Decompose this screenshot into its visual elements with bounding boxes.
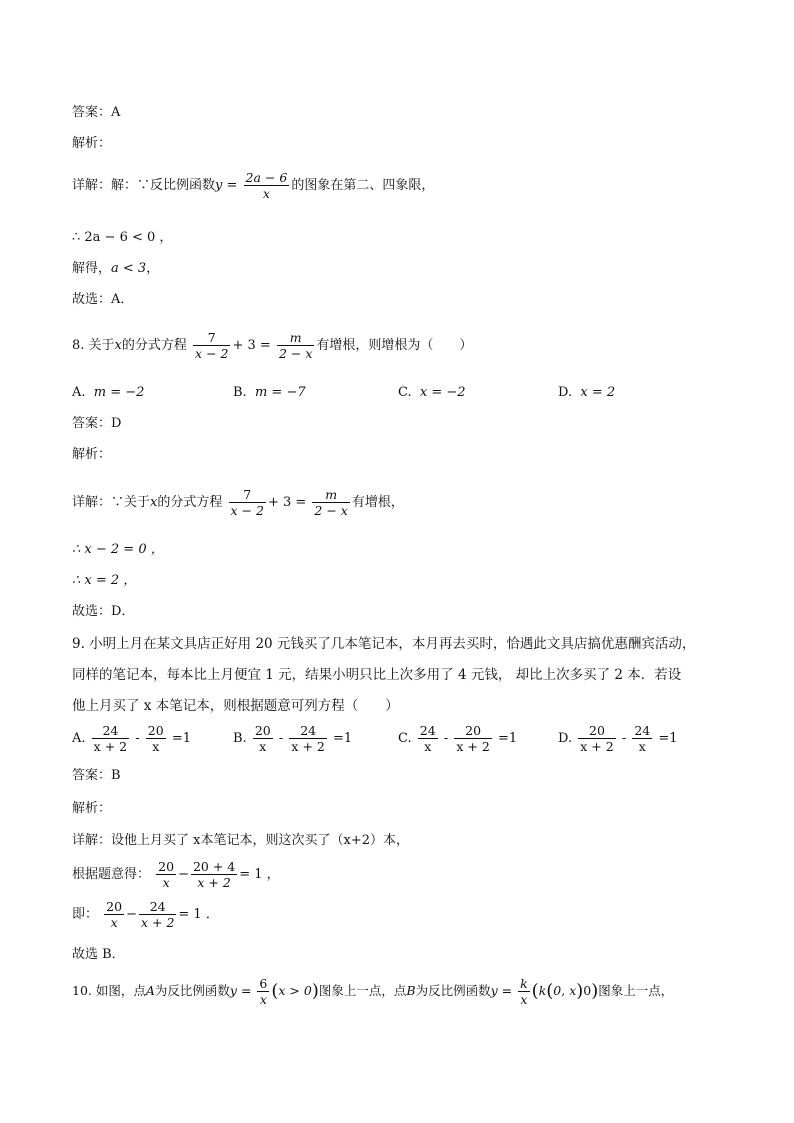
q10-mid1: 为反比例函数 xyxy=(154,983,230,998)
q10-paren-close-3: ) xyxy=(576,980,584,1002)
q9-eq1-d2: x + 2 xyxy=(197,875,231,890)
q8-option-c-letter: C. xyxy=(398,385,412,400)
q9-option-d-d1: x + 2 xyxy=(580,739,614,754)
q10-paren-close-1: ) xyxy=(311,980,319,1002)
q10-paren-open-3: ( xyxy=(546,980,554,1002)
q9-option-d-op: - xyxy=(621,731,627,746)
q9-option-a-n1: 24 xyxy=(92,723,129,739)
q9-option-b-op: - xyxy=(278,731,284,746)
q7-step2 xyxy=(72,260,159,278)
q8-option-d xyxy=(558,384,615,402)
q9-stem-line-3: 他上月买了 x 本笔记本，则根据题意可列方程（ ） xyxy=(72,698,399,714)
q8-option-d-letter: D. xyxy=(558,385,573,400)
q9-option-a-n2: 20 xyxy=(147,723,164,738)
q7-step2-expr: a < 3 xyxy=(111,261,147,276)
q9-option-b-fraction-2 xyxy=(289,723,326,754)
q8-step2: ∴ x = 2 ， xyxy=(72,573,137,588)
q9-stem-line-1: 9. 小明上月在某文具店正好用 20 元钱买了几本笔记本，本月再去买时，恰遇此文具店搞优惠酬宾活动， xyxy=(72,636,696,652)
q9-eq2-d2: x + 2 xyxy=(140,915,175,930)
q8-option-a-letter: A. xyxy=(72,385,86,400)
q8-detail-plus3: + 3 = xyxy=(267,495,307,510)
q7-answer: 答案：A xyxy=(72,105,121,120)
q9-option-d-n1: 20 xyxy=(578,723,615,739)
q9-option-a-d2: x xyxy=(152,739,160,754)
q9-eq1-d1: x xyxy=(162,875,170,890)
q7-detail-post: 的图象在第二、四象限， xyxy=(291,178,435,193)
q9-option-d-n2: 24 xyxy=(634,723,651,738)
q8-fraction-2-denominator: 2 − x xyxy=(278,346,313,361)
q9-option-b-fraction-1 xyxy=(253,723,273,754)
q7-fraction-numerator: 2a − 6 xyxy=(245,170,288,185)
q10-paren-open-2: ( xyxy=(531,980,539,1002)
q10-post: 图象上一点， xyxy=(598,983,674,998)
q7-step1: ∴ 2a − 6 < 0 ， xyxy=(72,230,173,245)
q10-mid3: 为反比例函数 xyxy=(415,983,491,998)
q9-eq1-minus: − xyxy=(178,867,189,882)
q7-step2-post: ， xyxy=(146,261,160,276)
q10-n2: k xyxy=(520,976,528,991)
q8-stem xyxy=(72,330,472,361)
q9-eq1-post: = 1 ， xyxy=(239,867,280,882)
q7-choose: 故选：A． xyxy=(72,292,134,307)
q10-stem xyxy=(72,976,673,1007)
q9-eq2-fraction-1 xyxy=(104,899,124,930)
q9-eq1-fraction-2 xyxy=(191,859,237,890)
q8-plus3: + 3 = xyxy=(232,338,271,353)
q8-fraction-2-numerator: m xyxy=(277,330,314,346)
q9-option-b-letter: B. xyxy=(233,731,247,746)
q9-option-d xyxy=(558,723,678,754)
q9-option-c-n1: 24 xyxy=(419,723,436,738)
q9-option-a xyxy=(72,723,191,754)
q10-mid2: 图象上一点，点 xyxy=(318,983,407,998)
q9-option-b-eq: =1 xyxy=(333,731,353,746)
q9-eq2-n1: 20 xyxy=(106,899,123,914)
q8-detail-fraction-1-numerator: 7 xyxy=(229,487,266,503)
q9-answer: 答案：B xyxy=(72,768,121,783)
q9-option-d-d2: x xyxy=(638,739,646,754)
q9-option-c-n2: 20 xyxy=(454,723,491,739)
q9-eq2-fraction-2 xyxy=(139,899,176,930)
q9-option-d-eq: =1 xyxy=(658,731,678,746)
q8-stem-pre: 8. 关于 xyxy=(72,338,115,353)
q9-option-d-letter: D. xyxy=(558,731,573,746)
q9-option-c-op: - xyxy=(443,731,449,746)
q8-option-b-letter: B. xyxy=(233,385,247,400)
q8-stem-post: 有增根，则增根为（ ） xyxy=(316,338,473,353)
q9-choose: 故选 B． xyxy=(72,947,125,962)
q7-step2-pre: 解得， xyxy=(72,261,112,276)
q9-option-b-n1: 20 xyxy=(254,723,271,738)
q9-option-c-d2: x + 2 xyxy=(456,739,490,754)
q9-eq1-fraction-1 xyxy=(156,859,176,890)
q10-paren-open-1: ( xyxy=(271,980,279,1002)
q9-analysis-label: 解析： xyxy=(72,801,112,816)
q8-stem-mid: 的分式方程 xyxy=(121,338,187,353)
q9-option-c-fraction-1 xyxy=(418,723,438,754)
q9-eq1-n1: 20 xyxy=(158,859,175,874)
q8-stem-x: x xyxy=(114,338,122,353)
q7-detail-pre: 详解：解：∵反比例函数 xyxy=(72,178,216,193)
q8-option-a-expr: m = −2 xyxy=(93,385,145,400)
q8-fraction-1-numerator: 7 xyxy=(193,330,230,346)
q9-option-a-eq: =1 xyxy=(171,731,192,746)
q8-analysis-label: 解析： xyxy=(72,447,112,462)
q8-fraction-2 xyxy=(277,330,314,361)
q7-detail-y: y = xyxy=(215,178,238,193)
q7-detail-line xyxy=(72,170,434,201)
q10-n1: 6 xyxy=(259,976,268,991)
q8-detail-pre: 详解：∵关于 xyxy=(72,495,151,510)
q10-cond2: 0, x xyxy=(553,983,577,998)
q10-d2: x xyxy=(520,992,528,1007)
q10-point-a: A xyxy=(145,983,155,998)
q8-fraction-1-denominator: x − 2 xyxy=(195,346,229,361)
q8-detail-post: 有增根， xyxy=(351,495,404,510)
q9-option-b-d1: x xyxy=(259,739,267,754)
q10-y1: y = xyxy=(229,983,252,998)
q8-option-b xyxy=(233,384,306,402)
q9-detail: 详解：设他上月买了 x本笔记本，则这次买了（x+2）本， xyxy=(72,833,409,848)
q9-option-c xyxy=(398,723,517,754)
q10-fraction-2 xyxy=(518,976,530,1007)
q8-detail-x: x xyxy=(150,495,158,510)
q8-detail-fraction-1 xyxy=(229,487,266,518)
q9-stem-line-2: 同样的笔记本，每本比上月便宜 1 元，结果小明只比上次多用了 4 元钱， 却比上次多买了 2 本．若设 xyxy=(72,667,682,683)
q9-option-a-d1: x + 2 xyxy=(93,739,128,754)
q7-fraction xyxy=(244,170,290,201)
q9-option-a-op: - xyxy=(135,731,140,746)
q9-equation-1 xyxy=(72,859,280,890)
q10-y2: y = xyxy=(490,983,513,998)
q9-option-b-d2: x + 2 xyxy=(291,739,325,754)
q8-option-b-expr: m = −7 xyxy=(254,385,306,400)
q10-cond2-tail: 0 xyxy=(583,983,592,998)
q9-eq1-n2: 20 + 4 xyxy=(192,859,236,874)
q7-fraction-denominator: x xyxy=(262,186,270,201)
q8-option-a xyxy=(72,384,144,402)
q8-detail-fraction-1-denominator: x − 2 xyxy=(230,503,264,518)
q10-d1: x xyxy=(259,992,267,1007)
q8-answer: 答案：D xyxy=(72,416,122,431)
q9-option-c-eq: =1 xyxy=(497,731,518,746)
q8-option-d-expr: x = 2 xyxy=(580,385,616,400)
q9-option-a-fraction-1 xyxy=(92,723,129,754)
q8-choose: 故选：D． xyxy=(72,604,135,619)
q9-option-c-d1: x xyxy=(424,739,432,754)
q9-eq2-pre: 即： xyxy=(72,907,99,922)
q9-option-c-letter: C. xyxy=(398,731,412,746)
q9-eq2-n2: 24 xyxy=(139,899,176,915)
q8-detail-mid: 的分式方程 xyxy=(157,495,223,510)
q9-eq2-d1: x xyxy=(110,915,118,930)
q8-detail-fraction-2 xyxy=(312,487,349,518)
q8-detail-fraction-2-numerator: m xyxy=(312,487,349,503)
q8-detail-fraction-2-denominator: 2 − x xyxy=(314,503,348,518)
q10-paren-close-2: ) xyxy=(591,980,599,1002)
q9-option-c-fraction-2 xyxy=(454,723,491,754)
q10-pre: 10. 如图，点 xyxy=(72,983,146,998)
q9-eq2-post: = 1 ． xyxy=(178,907,219,922)
q9-option-a-fraction-2 xyxy=(146,723,166,754)
q7-analysis-label: 解析： xyxy=(72,136,112,151)
q9-option-b xyxy=(233,723,352,754)
q9-option-d-fraction-1 xyxy=(578,723,615,754)
q10-fraction-1 xyxy=(257,976,269,1007)
q9-option-d-fraction-2 xyxy=(632,723,652,754)
q9-equation-2 xyxy=(72,899,219,930)
q9-eq1-pre: 根据题意得： xyxy=(72,867,151,882)
q10-point-b: B xyxy=(406,983,416,998)
q10-cond2-k: k xyxy=(538,983,547,998)
q8-option-c-expr: x = −2 xyxy=(419,385,466,400)
q8-step1: ∴ x − 2 = 0 ， xyxy=(72,542,164,557)
q8-fraction-1 xyxy=(193,330,230,361)
q9-option-a-letter: A. xyxy=(72,731,86,746)
q10-cond1: x > 0 xyxy=(278,983,312,998)
q8-detail-line xyxy=(72,487,404,518)
q9-eq2-minus: − xyxy=(126,907,137,922)
q9-option-b-n2: 24 xyxy=(289,723,326,739)
q8-option-c xyxy=(398,384,466,402)
